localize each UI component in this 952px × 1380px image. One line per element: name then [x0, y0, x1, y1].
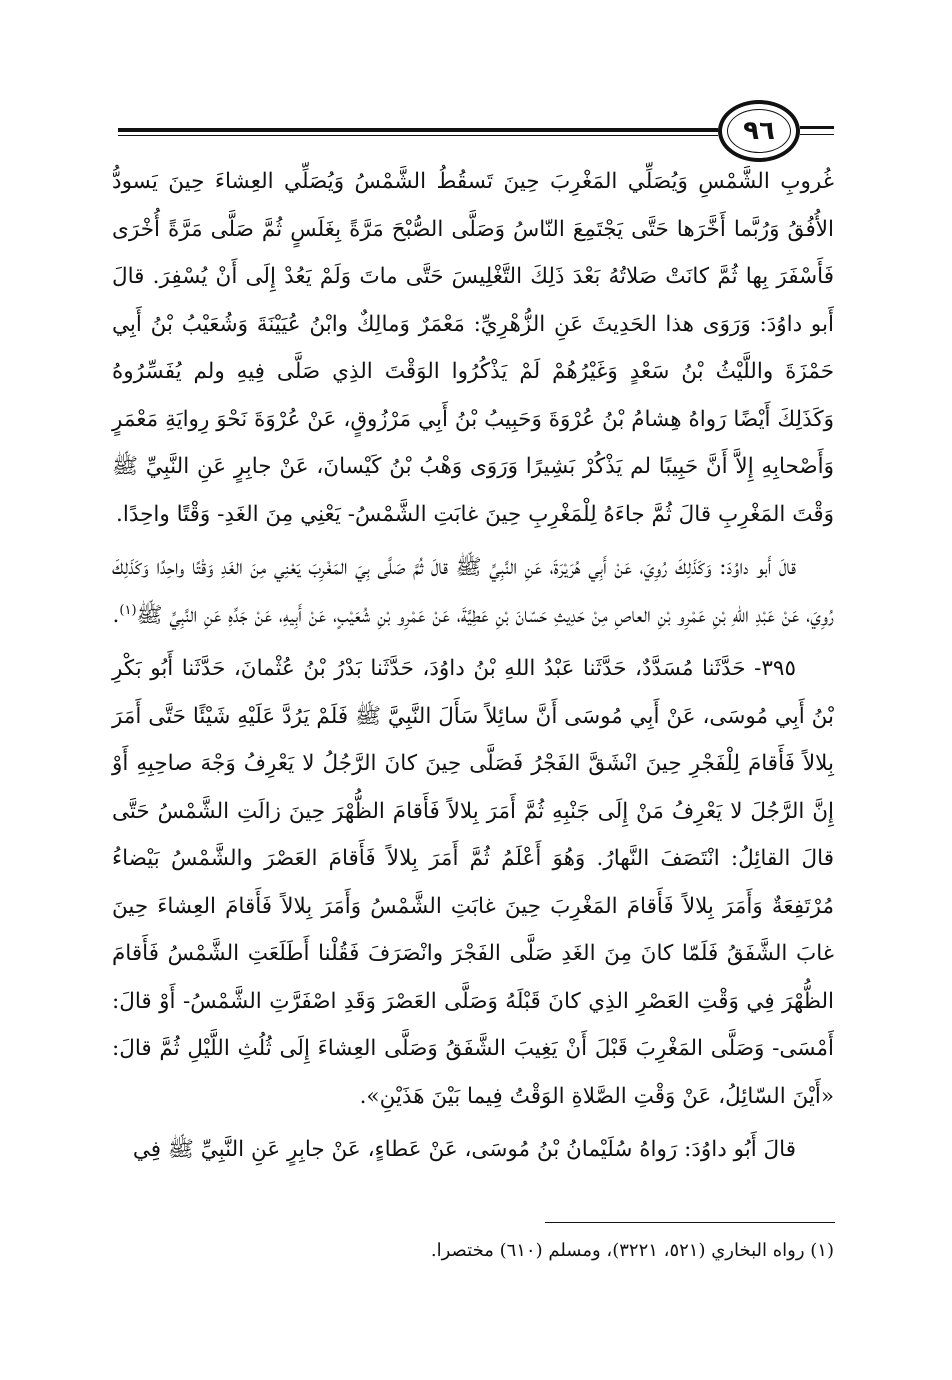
- footnote: (١) رواه البخاري (٥٢١، ٣٢٢١)، ومسلم (٦١٠) مختصرا.: [430, 1240, 834, 1261]
- paragraph-2: [112, 544, 834, 639]
- main-text: [112, 158, 834, 1174]
- paragraph-2-end: .: [112, 602, 120, 628]
- header-rule-thick: [118, 128, 718, 132]
- header-tail-thick: [800, 126, 834, 129]
- paragraph-1: غُروبِ الشَّمْسِ وَيُصَلِّي المَغْرِبَ حِينَ تَسقُطُ الشَّمْسُ وَيُصَلِّي العِشاءَ حِينَ يَسودُّ الأُفُقُ وَرُبَّما أَخَّرَها حَتَّى يَجْتَمِعَ النّاسُ وَصَلَّى الصُّبْحَ مَرَّةً بِغَلَسٍ ثُمَّ صَلَّى مَرَّةً أُخْرَى فَأَسْفَرَ بِها ثُمَّ كانَتْ صَلاتُهُ بَعْدَ ذَلِكَ التَّغْلِيسَ حَتَّى ماتَ وَلَمْ يَعُدْ إِلَى أَنْ يُسْفِرَ. قالَ أَبو داوُدَ: وَرَوَى هذا الحَدِيثَ عَنِ الزُّهْرِيِّ: مَعْمَرٌ وَمالِكٌ وابْنُ عُيَيْنَةَ وَشُعَيْبُ بْنُ أَبِي حَمْزَةَ واللَّيْثُ بْنُ سَعْدٍ وَغَيْرُهُمْ لَمْ يَذْكُرُوا الوَقْتَ الذِي صَلَّى فِيهِ ولم يُفَسِّرُوهُ وَكَذَلِكَ أَيْضًا رَواهُ هِشامُ بْنُ عُرْوَةَ وَحَبِيبُ بْنُ أَبِي مَرْزُوقٍ، عَنْ عُرْوَةَ نَحْوَ رِوايَةِ مَعْمَرٍ وَأَصْحابِهِ إِلاَّ أَنَّ حَبِيبًا لم يَذْكُرْ بَشِيرًا وَرَوَى وَهْبُ بْنُ كَيْسانَ، عَنْ جابِرٍ عَنِ النَّبِيِّ ﷺ وَقْتَ المَغْرِبِ قالَ ثُمَّ جاءَهُ لِلْمَغْرِبِ حِينَ غابَتِ الشَّمْسُ- يَعْنِي مِنَ الغَدِ- وَقْتًا واحِدًا.: [112, 169, 834, 527]
- header-tail-thin: [800, 134, 834, 135]
- footnote-marker[interactable]: (١): [119, 602, 137, 618]
- page-number: [718, 100, 800, 162]
- paragraph-2-text: قالَ أَبو داوُدَ: وَكَذَلِكَ رُوِيَ، عَنْ أَبِي هُرَيْرَةَ، عَنِ النَّبِيِّ ﷺ قالَ ثُمَّ صَلَّى بِيَ المَغْرِبَ يَعْنِي مِنَ الغَدِ وَقْتًا واحِدًا وَكَذَلِكَ رُوِيَ، عَنْ عَبْدِ اللهِ بْنِ عَمْرِو بْنِ العاصِ مِنْ حَدِيثِ حَسّانَ بْنِ عَطِيَّةَ، عَنْ عَمْرِو بْنِ شُعَيْبٍ، عَنْ أَبِيهِ، عَنْ جَدِّهِ عَنِ النَّبِيِّ ﷺ: [112, 555, 834, 628]
- hadith-395: ٣٩٥- حَدَّثَنا مُسَدَّدٌ، حَدَّثَنا عَبْدُ اللهِ بْنُ داوُدَ، حَدَّثَنا بَدْرُ بْنُ عُثْمانَ، حَدَّثَنا أَبُو بَكْرِ بْنُ أَبِي مُوسَى، عَنْ أَبِي مُوسَى أَنَّ سائِلاً سَأَلَ النَّبِيَّ ﷺ فَلَمْ يَرُدَّ عَلَيْهِ شَيْئًا حَتَّى أَمَرَ بِلالاً فَأَقامَ لِلْفَجْرِ حِينَ انْشَقَّ الفَجْرُ فَصَلَّى حِينَ كانَ الرَّجُلُ لا يَعْرِفُ وَجْهَ صاحِبِهِ أَوْ إِنَّ الرَّجُلَ لا يَعْرِفُ مَنْ إِلَى جَنْبِهِ ثُمَّ أَمَرَ بِلالاً فَأَقامَ الظُّهْرَ حِينَ زالَتِ الشَّمْسُ حَتَّى قالَ القائِلُ: انْتَصَفَ النَّهارُ. وَهُوَ أَعْلَمُ ثُمَّ أَمَرَ بِلالاً فَأَقامَ العَصْرَ والشَّمْسُ بَيْضاءُ مُرْتَفِعَةٌ وَأَمَرَ بِلالاً فَأَقامَ المَغْرِبَ حِينَ غابَتِ الشَّمْسُ وَأَمَرَ بِلالاً فَأَقامَ العِشاءَ حِينَ غابَ الشَّفَقُ فَلَمّا كانَ مِنَ الغَدِ صَلَّى الفَجْرَ وانْصَرَفَ فَقُلْنا أَطَلَعَتِ الشَّمْسُ فَأَقامَ الظُّهْرَ فِي وَقْتِ العَصْرِ الذِي كانَ قَبْلَهُ وَصَلَّى العَصْرَ وَقَدِ اصْفَرَّتِ الشَّمْسُ- أَوْ قالَ: أَمْسَى- وَصَلَّى المَغْرِبَ قَبْلَ أَنْ يَغِيبَ الشَّفَقُ وَصَلَّى العِشاءَ إِلَى ثُلُثِ اللَّيْلِ ثُمَّ قالَ: «أَيْنَ السّائِلُ، عَنْ وَقْتِ الصَّلاةِ الوَقْتُ فِيما بَيْنَ هَذَيْنِ».: [112, 656, 834, 1109]
- paragraph-4: قالَ أَبُو داوُدَ: رَواهُ سُلَيْمانُ بْنُ مُوسَى، عَنْ عَطاءٍ، عَنْ جابِرٍ عَنِ النَّبِيِّ ﷺ فِي: [132, 1137, 796, 1162]
- page-number-text: ٩٦: [743, 116, 775, 146]
- footnote-separator: [545, 1222, 835, 1223]
- header-rule-thin: [118, 135, 718, 136]
